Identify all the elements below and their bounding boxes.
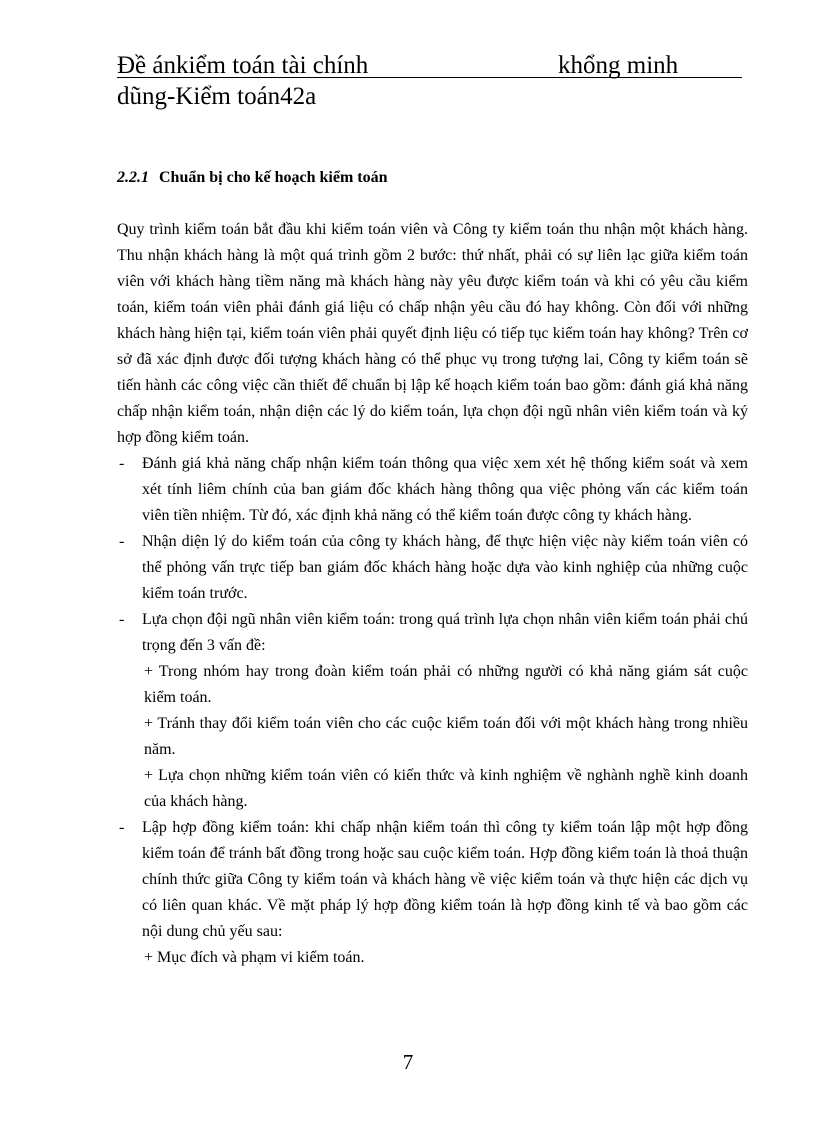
bullet-item	[117, 529, 748, 607]
bullet-text: Đánh giá khả năng chấp nhận kiểm toán thông qua việc xem xét hệ thống kiểm soát và xem xét tính liêm chính của ban giám đốc khách hàng thông qua việc phỏng vấn các kiểm toán viên tiền nhiệm. Từ đó, xác định khả năng có thể kiểm toán được công ty khách hàng.	[142, 455, 748, 524]
bullet-text: Lập hợp đồng kiểm toán: khi chấp nhận kiểm toán thì công ty kiểm toán lập một hợp đồng kiểm toán để tránh bất đồng trong hoặc sau cuộc kiểm toán. Hợp đồng kiểm toán là thoả thuận chính thức giữa Công ty kiểm toán và khách hàng về việc kiểm toán và thực hiện các dịch vụ có liên quan khác. Về mặt pháp lý hợp đồng kiểm toán là hợp đồng kinh tế và bao gồm các nội dung chủ yếu sau:	[142, 819, 748, 940]
header-author: khổng minh	[558, 52, 679, 79]
bullet-dash: -	[119, 819, 125, 836]
sub-item: + Tránh thay đổi kiểm toán viên cho các cuộc kiểm toán đối với một khách hàng trong nhiều năm.	[144, 715, 748, 758]
page-header	[117, 50, 742, 112]
section-title: Chuẩn bị cho kế hoạch kiểm toán	[159, 169, 388, 186]
bullet-item	[117, 451, 748, 529]
page-number: 7	[402, 1050, 414, 1074]
sub-item: + Mục đích và phạm vi kiểm toán.	[144, 949, 365, 966]
header-line-2: dũng-Kiểm toán42a	[117, 83, 317, 110]
header-line-1	[117, 50, 742, 81]
bullet-item	[117, 607, 748, 659]
intro-paragraph: Quy trình kiểm toán bắt đầu khi kiểm toán viên và Công ty kiểm toán thu nhận một khách hàng. Thu nhận khách hàng là một quá trình gồm 2 bước: thứ nhất, phải có sự liên lạc giữa kiểm toán viên với khách hàng tiềm năng mà khách hàng này yêu được kiểm toán và khi có yêu cầu kiểm toán, kiểm toán viên phải đánh giá liệu có chấp nhận yêu cầu đó hay không. Còn đối với những khách hàng hiện tại, kiểm toán viên phải quyết định liệu có tiếp tục kiểm toán hay không? Trên cơ sở đã xác định được đối tượng khách hàng có thể phục vụ trong tượng lai, Công ty kiểm toán sẽ tiến hành các công việc cần thiết để chuẩn bị lập kế hoạch kiểm toán bao gồm: đánh giá khả năng chấp nhận kiểm toán, nhận diện các lý do kiểm toán, lựa chọn đội ngũ nhân viên kiểm toán và ký hợp đồng kiểm toán.	[117, 221, 748, 446]
section-heading	[117, 169, 388, 187]
sub-item: + Lựa chọn những kiểm toán viên có kiến thức và kinh nghiệm về nghành nghề kinh doanh của khách hàng.	[144, 767, 748, 810]
body-text	[117, 217, 748, 971]
bullet-text: Lựa chọn đội ngũ nhân viên kiểm toán: trong quá trình lựa chọn nhân viên kiểm toán phải chú trọng đến 3 vấn đề:	[142, 611, 748, 654]
bullet-dash: -	[119, 455, 125, 472]
bullet-item	[117, 815, 748, 945]
header-title: Đề ánkiểm toán tài chính	[117, 52, 369, 79]
bullet-dash: -	[119, 533, 125, 550]
header-underline	[117, 77, 742, 78]
section-number: 2.2.1	[117, 169, 149, 186]
bullet-dash: -	[119, 611, 125, 628]
sub-item: + Trong nhóm hay trong đoàn kiểm toán phải có những người có khả năng giám sát cuộc kiểm toán.	[144, 663, 748, 706]
bullet-text: Nhận diện lý do kiểm toán của công ty khách hàng, để thực hiện việc này kiểm toán viên có thể phỏng vấn trực tiếp ban giám đốc khách hàng hoặc dựa vào kinh nghiệp của những cuộc kiểm toán trước.	[142, 533, 748, 602]
